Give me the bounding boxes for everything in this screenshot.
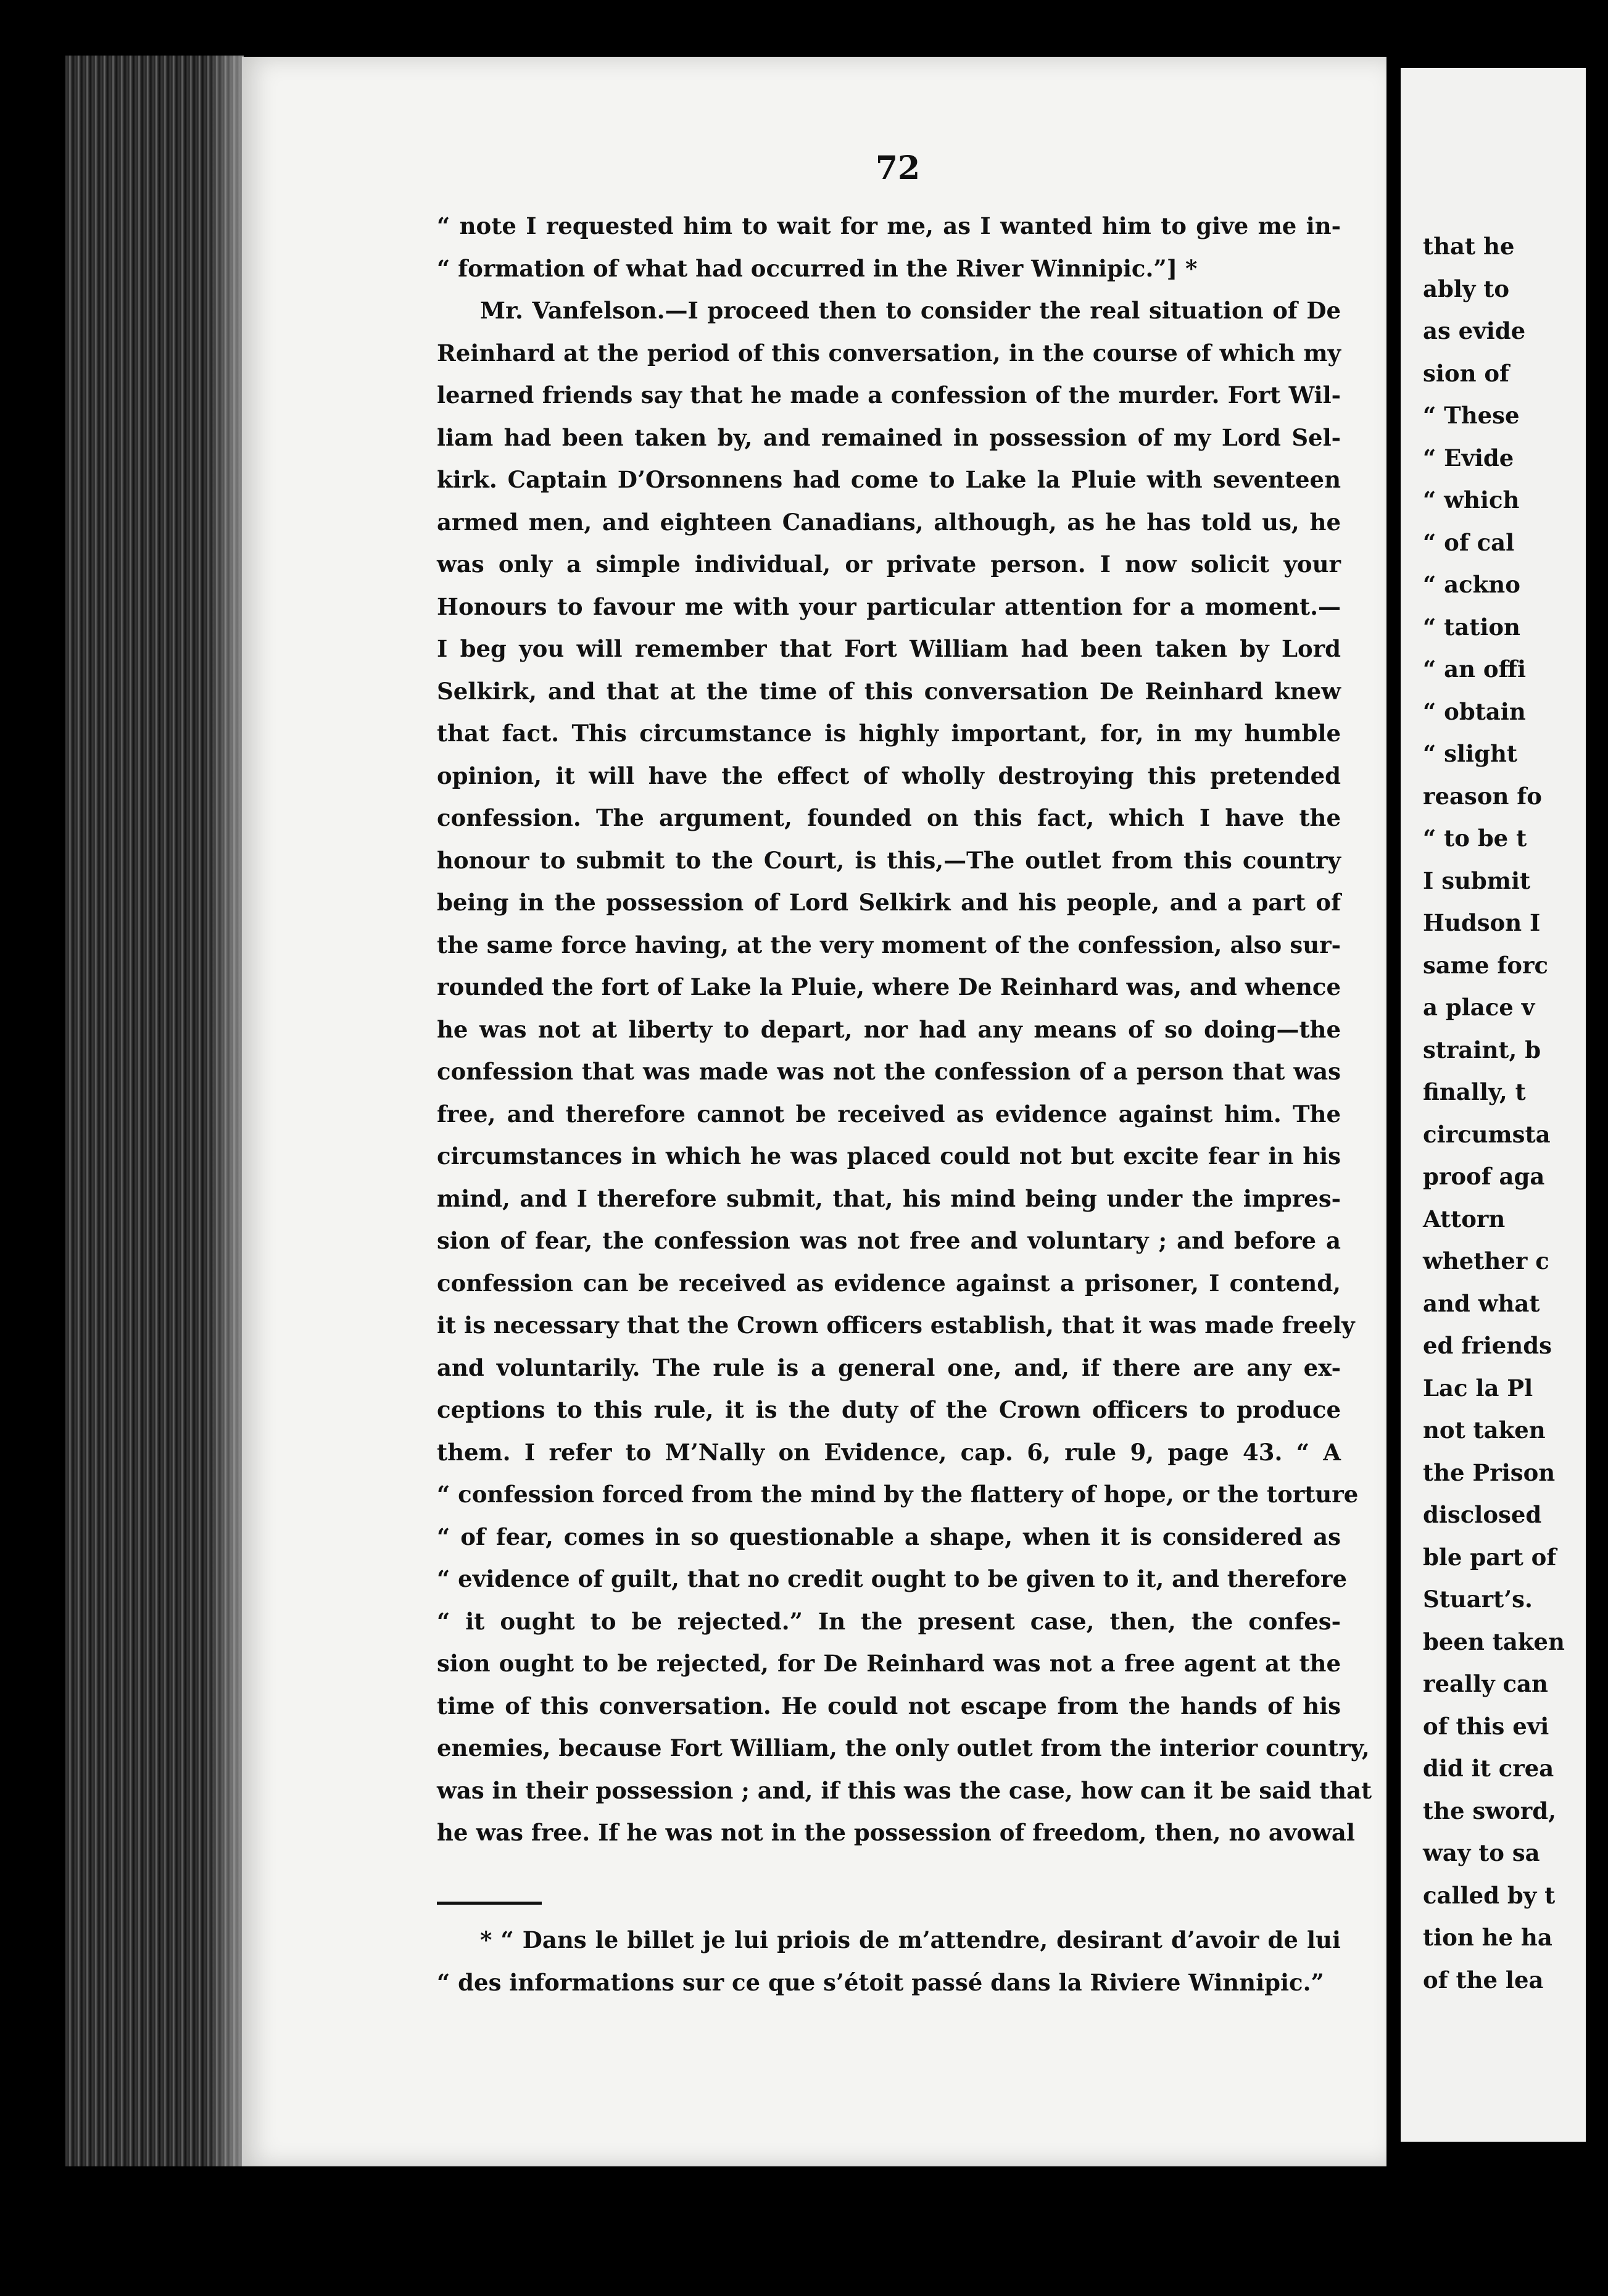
- text-line: kirk. Captain D’Orsonnens had come to Lake la Pluie with seventeen: [437, 466, 1341, 493]
- right-text-line: Stuart’s.: [1423, 1586, 1533, 1613]
- text-line: learned friends say that he made a confession of the murder. Fort Wil-: [437, 381, 1341, 409]
- right-text-line: “ tation: [1423, 613, 1520, 641]
- right-text-line: I submit: [1423, 867, 1531, 894]
- text-line: Honours to favour me with your particular attention for a moment.—: [437, 593, 1341, 620]
- right-text-line: ble part of: [1423, 1543, 1557, 1571]
- right-text-line: way to sa: [1423, 1839, 1540, 1866]
- right-text-line: circumsta: [1423, 1120, 1551, 1148]
- right-text-line: reason fo: [1423, 782, 1542, 810]
- right-text-line: the sword,: [1423, 1797, 1557, 1824]
- right-text-line: and what: [1423, 1289, 1540, 1317]
- right-text-line: been taken: [1423, 1628, 1565, 1655]
- text-line: that fact. This circumstance is highly important, for, in my humble: [437, 720, 1341, 747]
- right-text-line: “ slight: [1423, 740, 1517, 767]
- text-line: sion ought to be rejected, for De Reinhard was not a free agent at the: [437, 1650, 1341, 1677]
- text-line: was only a simple individual, or private person. I now solicit your: [437, 551, 1341, 578]
- text-line: them. I refer to M’Nally on Evidence, cap. 6, rule 9, page 43. “ A: [437, 1438, 1341, 1466]
- right-text-line: same forc: [1423, 951, 1548, 979]
- text-line: and voluntarily. The rule is a general one, and, if there are any ex-: [437, 1354, 1341, 1381]
- right-text-line: sion of: [1423, 359, 1509, 387]
- footnote: [437, 1920, 1341, 2004]
- text-line: ceptions to this rule, it is the duty of the Crown officers to produce: [437, 1396, 1341, 1423]
- footnote-line: “ des informations sur ce que s’étoit passé dans la Riviere Winnipic.”: [437, 1968, 1324, 1996]
- footnote-line: * “ Dans le billet je lui priois de m’attendre, desirant d’avoir de lui: [480, 1926, 1341, 1953]
- right-text-line: of this evi: [1423, 1712, 1549, 1740]
- page-number: 72: [875, 149, 921, 187]
- text-line: “ confession forced from the mind by the flattery of hope, or the torture: [437, 1481, 1359, 1508]
- text-line: time of this conversation. He could not escape from the hands of his: [437, 1692, 1341, 1720]
- text-line: I beg you will remember that Fort William had been taken by Lord: [437, 635, 1341, 662]
- text-line: “ of fear, comes in so questionable a shape, when it is considered as: [437, 1523, 1341, 1550]
- right-text-line: tion he ha: [1423, 1924, 1552, 1951]
- text-line: Reinhard at the period of this conversation, in the course of which my: [437, 339, 1341, 367]
- right-text-line: ed friends: [1423, 1332, 1552, 1359]
- text-line: honour to submit to the Court, is this,—The outlet from this country: [437, 846, 1341, 874]
- right-text-line: called by t: [1423, 1881, 1556, 1909]
- text-line: “ formation of what had occurred in the River Winnipic.”] *: [437, 254, 1198, 282]
- right-text-line: did it crea: [1423, 1755, 1554, 1782]
- right-text-line: the Prison: [1423, 1458, 1556, 1486]
- text-line: it is necessary that the Crown officers establish, that it was made freely: [437, 1312, 1355, 1339]
- right-text-line: really can: [1423, 1670, 1548, 1697]
- text-line: he was not at liberty to depart, nor had any means of so doing—the: [437, 1015, 1341, 1043]
- text-line: sion of fear, the confession was not free and voluntary ; and before a: [437, 1227, 1341, 1254]
- right-text-line: whether c: [1423, 1247, 1549, 1275]
- text-line: he was free. If he was not in the possession of freedom, then, no avowal: [437, 1819, 1355, 1846]
- text-line: “ evidence of guilt, that no credit ought to be given to it, and therefore: [437, 1565, 1347, 1592]
- text-line: rounded the fort of Lake la Pluie, where De Reinhard was, and whence: [437, 973, 1341, 1000]
- right-text-line: proof aga: [1423, 1163, 1545, 1190]
- right-text-line: “ of cal: [1423, 528, 1515, 556]
- text-line: circumstances in which he was placed could not but excite fear in his: [437, 1142, 1341, 1170]
- right-text-line: Lac la Pl: [1423, 1374, 1533, 1402]
- text-line: enemies, because Fort William, the only outlet from the interior country,: [437, 1734, 1370, 1762]
- right-text-line: finally, t: [1423, 1078, 1526, 1105]
- right-text-line: of the lea: [1423, 1966, 1544, 1994]
- text-line: mind, and I therefore submit, that, his mind being under the impres-: [437, 1184, 1341, 1212]
- text-line: confession can be received as evidence against a prisoner, I contend,: [437, 1269, 1341, 1297]
- right-text-line: “ which: [1423, 486, 1520, 514]
- text-line: was in their possession ; and, if this was the case, how can it be said that: [437, 1776, 1372, 1804]
- right-text-line: Attorn: [1423, 1205, 1506, 1233]
- body-text: [437, 205, 1372, 1854]
- right-text-line: Hudson I: [1423, 909, 1541, 936]
- text-line: armed men, and eighteen Canadians, although, as he has told us, he: [437, 508, 1341, 536]
- text-line: liam had been taken by, and remained in possession of my Lord Sel-: [437, 423, 1341, 451]
- right-text-line: “ obtain: [1423, 697, 1526, 725]
- right-text-line: “ Evide: [1423, 444, 1514, 472]
- right-text-line: not taken: [1423, 1416, 1546, 1444]
- right-text-line: “ an offi: [1423, 655, 1527, 683]
- book-page-edges: [65, 56, 244, 2166]
- text-line: confession that was made was not the confession of a person that was: [437, 1058, 1341, 1085]
- footnote-divider: [437, 1902, 542, 1905]
- text-line: confession. The argument, founded on this fact, which I have the: [437, 804, 1341, 831]
- right-text-line: a place v: [1423, 994, 1535, 1021]
- text-line: free, and therefore cannot be received as evidence against him. The: [437, 1100, 1341, 1128]
- right-text-line: “ These: [1423, 402, 1520, 429]
- right-text-line: straint, b: [1423, 1036, 1541, 1063]
- text-line: being in the possession of Lord Selkirk and his people, and a part of: [437, 889, 1341, 916]
- text-line: Selkirk, and that at the time of this conversation De Reinhard knew: [437, 677, 1341, 705]
- text-line: “ it ought to be rejected.” In the present case, then, the confes-: [437, 1607, 1341, 1635]
- text-line: “ note I requested him to wait for me, as I wanted him to give me in-: [437, 212, 1341, 239]
- right-text-line: that he: [1423, 233, 1515, 260]
- right-page-text: [1423, 225, 1608, 2001]
- right-text-line: ably to: [1423, 275, 1510, 302]
- right-text-line: as evide: [1423, 317, 1526, 344]
- text-line: opinion, it will have the effect of wholly destroying this pretended: [437, 762, 1341, 789]
- text-line: the same force having, at the very moment of the confession, also sur-: [437, 931, 1341, 959]
- right-text-line: disclosed: [1423, 1501, 1542, 1528]
- right-text-line: “ to be t: [1423, 825, 1527, 852]
- right-text-line: “ ackno: [1423, 571, 1520, 598]
- right-page-fragment: [1401, 68, 1586, 2142]
- text-line: Mr. Vanfelson.—I proceed then to consider the real situation of De: [480, 297, 1341, 324]
